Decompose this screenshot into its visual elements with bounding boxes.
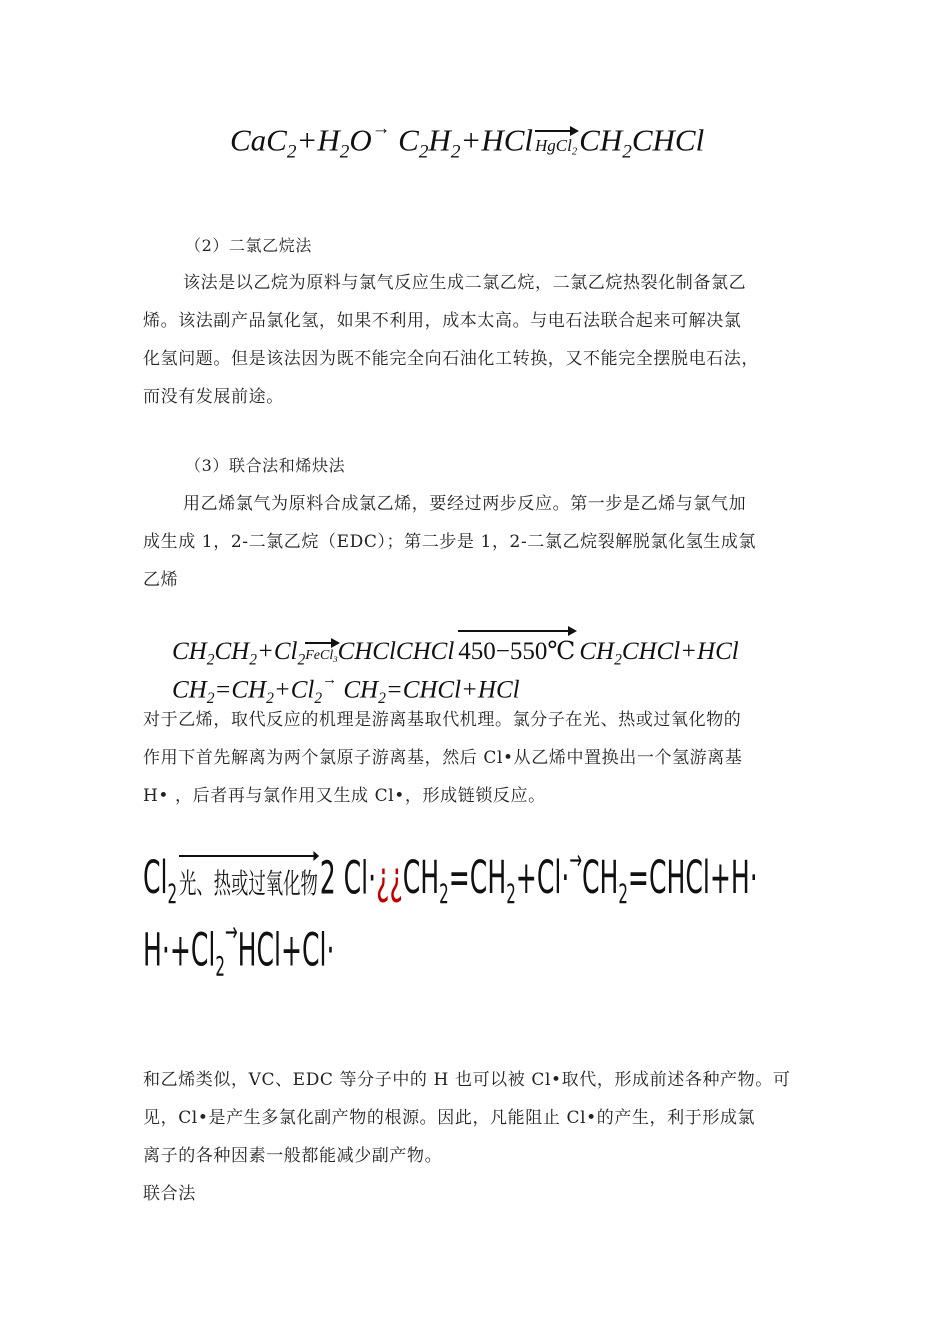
catalyst-label: FeCl [305,648,334,663]
equation-calcium-carbide: $CaC_2+H_2O\to C_2H_2+HCl$ $HgCl_2CH_2CHCl$ [230,118,705,163]
unrendered-glyph: ¿¿ [376,851,403,905]
paragraph-line: 见，Cl•是产生多氯化副产物的根源。因此，凡能阻止 Cl•的产生，利于形成氯 [143,1108,756,1128]
equation-substitution: $CH_2=CH_2+Cl_2\to$ $CH_2=CHCl+HCl$ [172,672,520,707]
paragraph-line: 烯。该法副产品氯化氢，如果不利用，成本太高。与电石法联合起来可解决氯 [143,311,742,331]
catalyst-label: HgCl [535,135,572,155]
paragraph-line: 离子的各种因素一般都能减少副产物。 [143,1146,443,1166]
paragraph-line: 和乙烯类似，VC、EDC 等分子中的 H 也可以被 Cl•取代，形成前述各种产物。可 [143,1070,791,1090]
paragraph-line: 乙烯 [143,570,179,590]
section-3-paragraph [143,485,756,599]
paragraph-line: 化氢问题。但是该法因为既不能完全向石油化工转换，又不能完全摆脱电石法， [143,349,759,369]
section-heading-2: （2）二氯乙烷法 [185,236,312,255]
mechanism-paragraph [143,701,742,815]
equation-ethylene-chlorination: $CH_2CH_2+Cl_2$ FeCl$_3$CHClCHCl 450−550℃ $CH_2CHCl+HCl$ [172,636,739,669]
section-heading-3: （3）联合法和烯炔法 [185,456,346,475]
paragraph-line: 对于乙烯，取代反应的机理是游离基取代机理。氯分子在光、热或过氧化物的 [143,710,742,730]
paragraph-line: 而没有发展前途。 [143,387,284,407]
section-2-paragraph [143,264,759,416]
paragraph-line: 成生成 1，2-二氯乙烷（EDC）；第二步是 1，2-二氯乙烷裂解脱氯化氢生成氯 [143,532,757,552]
section-heading-combined: 联合法 [143,1184,196,1204]
condition-label: 光、热或过氧化物 [178,867,318,901]
equation-radical-mechanism: $Cl_2$ 光、热或过氧化物2 $Cl\cdot¿¿CH_2=CH_2+Cl\cdot\to CH_2=CHCl+H\cdot$ [143,845,758,911]
paragraph-line: 该法是以乙烷为原料与氯气反应生成二氯乙烷，二氯乙烷热裂化制备氯乙 [183,273,747,293]
temperature-label: 450−550℃ [458,638,576,665]
equation-chain-propagation: $H\cdot+Cl_2\to HCl+Cl\cdot$ [143,917,335,983]
paragraph-line: 作用下首先解离为两个氯原子游离基，然后 Cl•从乙烯中置换出一个氢游离基 [143,748,743,768]
closing-paragraph [143,1061,790,1213]
paragraph-line: H• ，后者再与氯作用又生成 Cl•，形成链锁反应。 [143,786,546,806]
paragraph-line: 用乙烯氯气为原料合成氯乙烯，要经过两步反应。第一步是乙烯与氯气加 [183,494,747,514]
